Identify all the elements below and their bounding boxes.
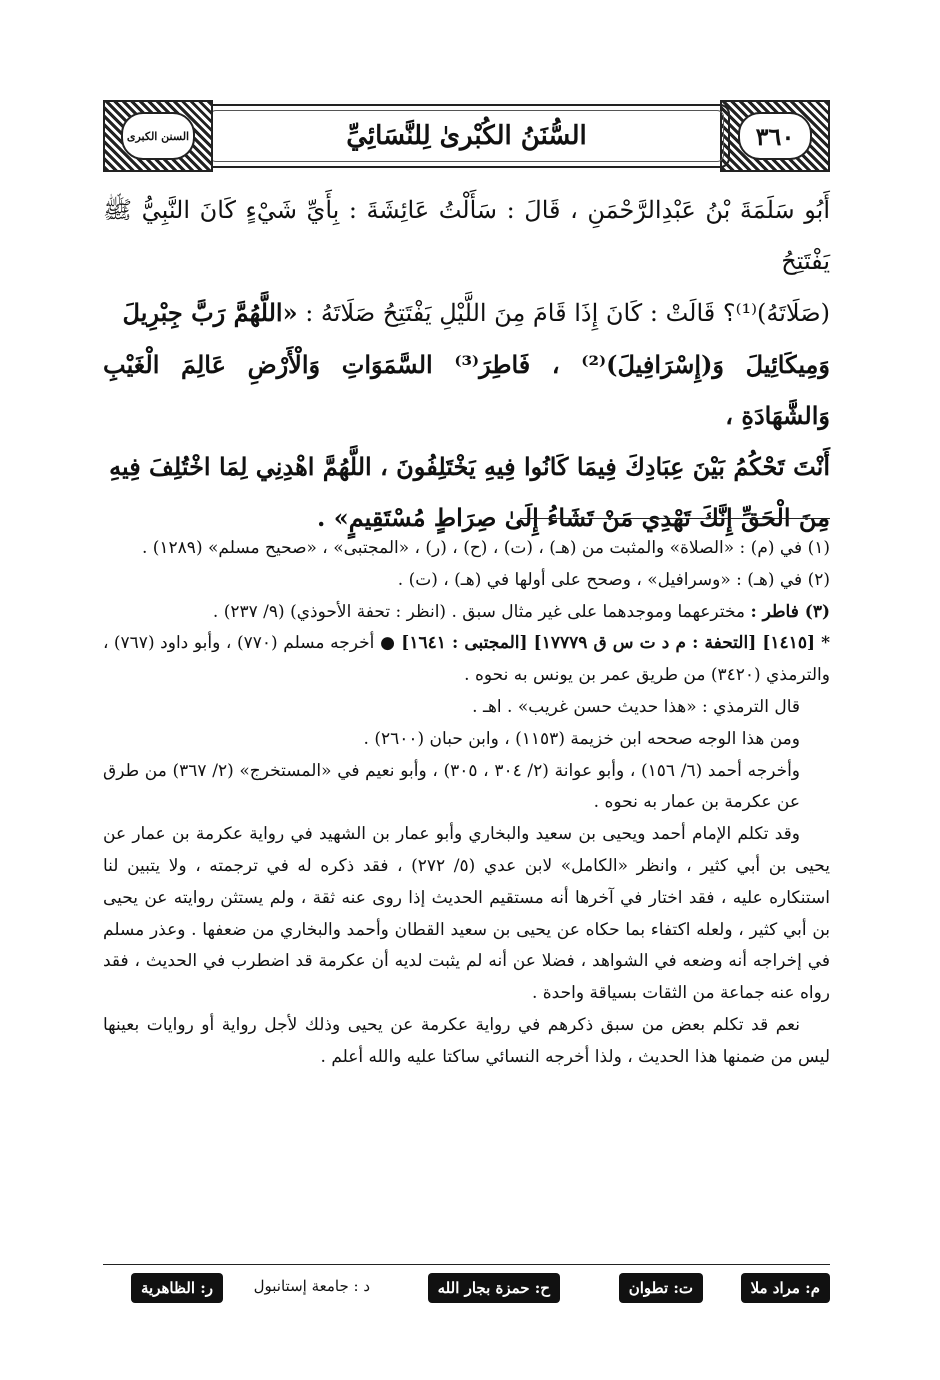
book-title: السُّنَنُ الكُبْرىٰ لِلنَّسَائِيِّ — [346, 121, 587, 151]
page-number-ornament — [720, 100, 830, 172]
text-line — [103, 287, 830, 339]
footnote-2: (٢) في (هـ) : «وسرافيل» ، وصحح على أولها في (هـ) ، (ت) . — [397, 569, 830, 590]
page-number: ٣٦٠ — [738, 112, 812, 160]
manuscript-t-badge: ت: تطوان — [619, 1273, 703, 1303]
dua-text: أَنْتَ تَحْكُمُ بَيْنَ عِبَادِكَ فِيمَا كَانُوا فِيهِ يَخْتَلِفُونَ ، اللَّهُمَّ اهْدِنِي لِمَا اخْتُلِفَ فِيهِ — [109, 452, 830, 481]
dua-text: مِنَ الْحَقِّ إِنَّكَ تَهْدِي مَنْ تَشَاءُ إِلَىٰ صِرَاطٍ مُسْتَقِيمٍ» . — [316, 503, 830, 532]
manuscript-d-label: د : جامعة إستانبول — [253, 1277, 370, 1295]
dua-text: وَمِيكَائِيلَ وَ(إِسْرَافِيلَ)⁽²⁾ ، فَاطِرَ⁽³⁾ السَّمَوَاتِ وَالْأَرْضِ عَالِمَ الْغَيْبِ وَالشَّهَادَةِ ، — [103, 350, 831, 430]
ibn-khuzayma-note: ومن هذا الوجه صححه ابن خزيمة (١١٥٣) ، وابن حبان (٢٦٠٠) . — [363, 728, 800, 749]
takhrij-entry — [103, 628, 830, 692]
page-header — [103, 98, 830, 170]
text-line: أَبُو سَلَمَةَ بْنُ عَبْدِالرَّحْمَنِ ، قَالَ : سَأَلْتُ عَائِشَةَ : بِأَيِّ شَيْءٍ كَانَ النَّبِيُّ ﷺ يَفْتَتِحُ — [103, 196, 830, 275]
logo-ornament — [103, 100, 213, 172]
discussion-paragraph: وقد تكلم الإمام أحمد ويحيى بن سعيد والبخاري وأبو عمار بن الشهيد في رواية عكرمة بن عمار عن يحيى بن أبي كثير ، وانظر «الكامل» لابن عدي (٥/ ٢٧٢) ، فقد ذكره له في ترجمته ، ولا يتبين لنا استنكاره عليه ، فقد اختار في آخرها أنه مستقيم الحديث إذا روى عنه ثقة ، ولم يستثن روايته عن يحيى بن أبي كثير ، ولعله اكتفاء بما حكاه عن يحيى بن سعيد القطان وأحمد والبخاري من ضعفها . وعذر مسلم في إخراجه أنه وضعه في الشواهد ، فضلا عن أنه لم يثبت لديه أن عكرمة قد اضطرب في الحديث ، فقد رواه عنه جماعة من الثقات بسياقة واحدة . — [103, 824, 830, 1004]
hadith-text — [103, 185, 830, 543]
conclusion-paragraph: نعم قد تكلم بعض من سبق ذكرهم في رواية عكرمة عن يحيى وذلك لأجل رواية أو روايات بعينها ليس من ضمنها هذا الحديث ، ولذا أخرجه النسائي ساكتا عليه والله أعلم . — [103, 1014, 830, 1067]
footnote-3 — [103, 597, 830, 629]
text-segment: (صَلَاتَهُ)⁽¹⁾؟ قَالَتْ : كَانَ إِذَا قَامَ مِنَ اللَّيْلِ يَفْتَتِحُ صَلَاتَهُ : — [297, 299, 830, 327]
title-frame — [203, 104, 730, 168]
footnote-3-label: (٣) فاطر : — [750, 601, 830, 622]
book-logo: السنن الكبرى — [121, 112, 195, 160]
footnote-separator — [520, 518, 830, 519]
takhrij-text: أخرجه مسلم (٧٧٠) ، وأبو داود (٧٦٧) ، والترمذي (٣٤٢٠) من طريق عمر بن يونس به نحوه . — [103, 633, 830, 686]
dua-text: «اللَّهُمَّ رَبَّ جِبْرِيلَ — [122, 298, 298, 327]
takhrij-head: * [١٤١٥] [التحفة : م د ت س ق ١٧٧٧٩] [المجتبى : ١٦٤١] ● — [379, 633, 831, 654]
tirmidhi-note: قال الترمذي : «هذا حديث حسن غريب» . اهـ . — [472, 696, 800, 717]
manuscript-footer — [103, 1264, 830, 1311]
footnote-3-text: مخترعهما وموجدهما على غير مثال سبق . (انظر : تحفة الأحوذي) (٩/ ٢٣٧) . — [212, 601, 751, 622]
ahmad-note: وأخرجه أحمد (٦/ ١٥٦) ، وأبو عوانة (٢/ ٣٠٤ ، ٣٠٥) ، وأبو نعيم في «المستخرج» (٢/ ٣٦٧) من طرق عن عكرمة بن عمار به نحوه . — [103, 760, 801, 813]
footnote-1: (١) في (م) : «الصلاة» والمثبت من (هـ) ، (ت) ، (ح) ، (ر) ، «المجتبى» ، «صحيح مسلم» (١٢٨٩) . — [141, 538, 830, 558]
footnotes — [103, 533, 830, 1074]
manuscript-h-badge: ح: حمزة بجار الله — [428, 1273, 560, 1303]
manuscript-m-badge: م: مراد ملا — [741, 1273, 830, 1303]
manuscript-r-badge: ر: الظاهرية — [131, 1273, 223, 1303]
